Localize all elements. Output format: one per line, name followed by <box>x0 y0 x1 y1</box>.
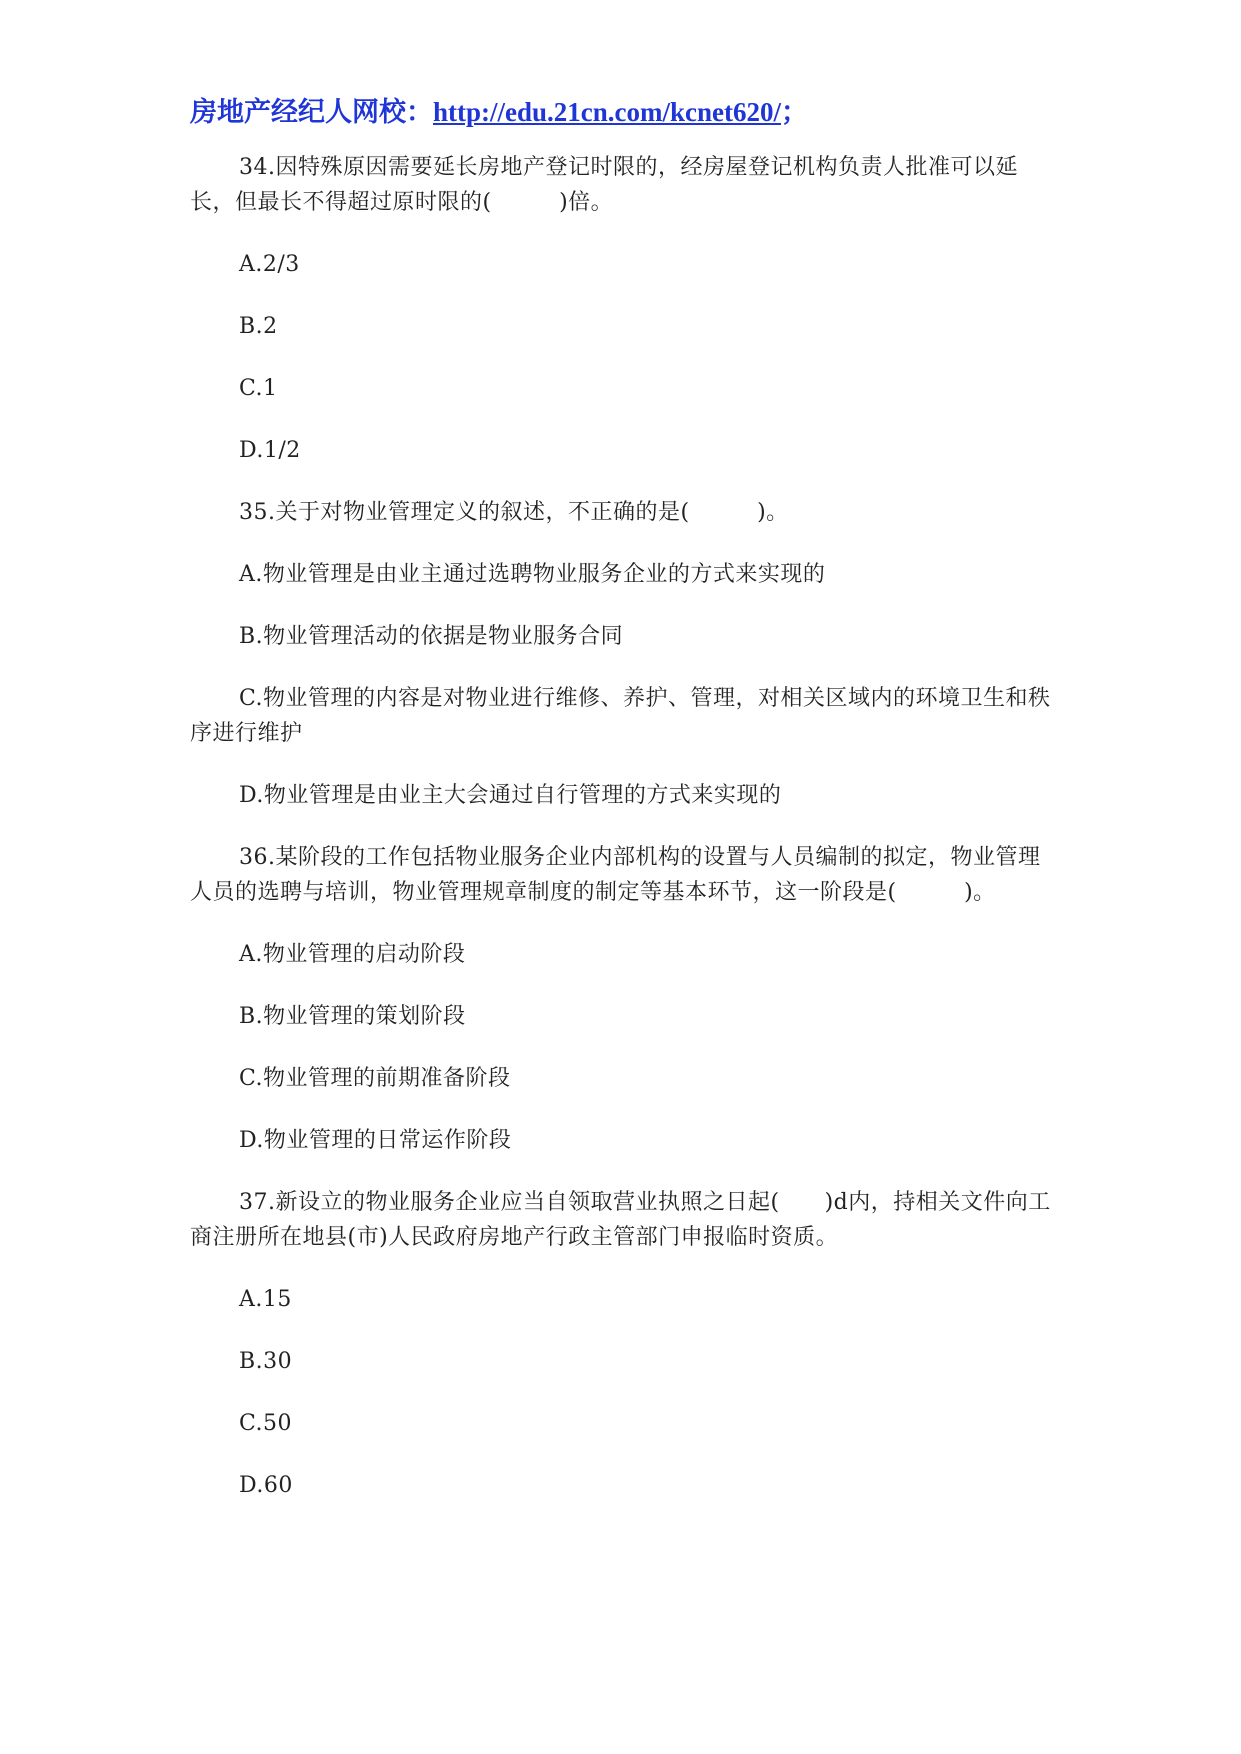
option-c: C.物业管理的前期准备阶段 <box>239 1066 511 1091</box>
option-a: A.物业管理是由业主通过选聘物业服务企业的方式来实现的 <box>239 562 826 587</box>
option-c: C.物业管理的内容是对物业进行维修、养护、管理，对相关区域内的环境卫生和秩序进行维护 <box>190 686 1051 746</box>
option-d: D.物业管理的日常运作阶段 <box>239 1128 512 1153</box>
header-link[interactable]: http://edu.21cn.com/kcnet620/ <box>433 97 781 127</box>
option-b: B.物业管理的策划阶段 <box>239 1004 466 1029</box>
question-37 <box>190 1185 1052 1503</box>
header-suffix: ； <box>781 97 808 128</box>
option-b: B.物业管理活动的依据是物业服务合同 <box>239 624 624 649</box>
question-stem: 34.因特殊原因需要延长房地产登记时限的，经房屋登记机构负责人批准可以延长，但最长不得超过原时限的( )倍。 <box>190 155 1018 215</box>
option-d: D.1/2 <box>239 438 301 463</box>
question-36 <box>190 840 1052 1158</box>
question-stem: 36.某阶段的工作包括物业服务企业内部机构的设置与人员编制的拟定，物业管理人员的选聘与培训，物业管理规章制度的制定等基本环节，这一阶段是( )。 <box>190 845 1041 905</box>
option-d: D.物业管理是由业主大会通过自行管理的方式来实现的 <box>239 783 782 808</box>
question-35 <box>190 495 1052 813</box>
option-c: C.1 <box>239 376 278 401</box>
option-b: B.30 <box>239 1349 293 1374</box>
option-a: A.15 <box>239 1287 292 1312</box>
option-a: A.物业管理的启动阶段 <box>239 942 466 967</box>
header-prefix: 房地产经纪人网校： <box>190 97 433 128</box>
question-list <box>190 150 1052 1530</box>
option-d: D.60 <box>239 1473 293 1498</box>
question-stem: 35.关于对物业管理定义的叙述，不正确的是( )。 <box>239 500 789 525</box>
option-c: C.50 <box>239 1411 293 1436</box>
option-a: A.2/3 <box>239 252 300 277</box>
page-header <box>190 90 808 129</box>
question-34 <box>190 150 1052 468</box>
question-stem: 37.新设立的物业服务企业应当自领取营业执照之日起( )d内，持相关文件向工商注册所在地县(市)人民政府房地产行政主管部门申报临时资质。 <box>190 1190 1051 1250</box>
option-b: B.2 <box>239 314 278 339</box>
